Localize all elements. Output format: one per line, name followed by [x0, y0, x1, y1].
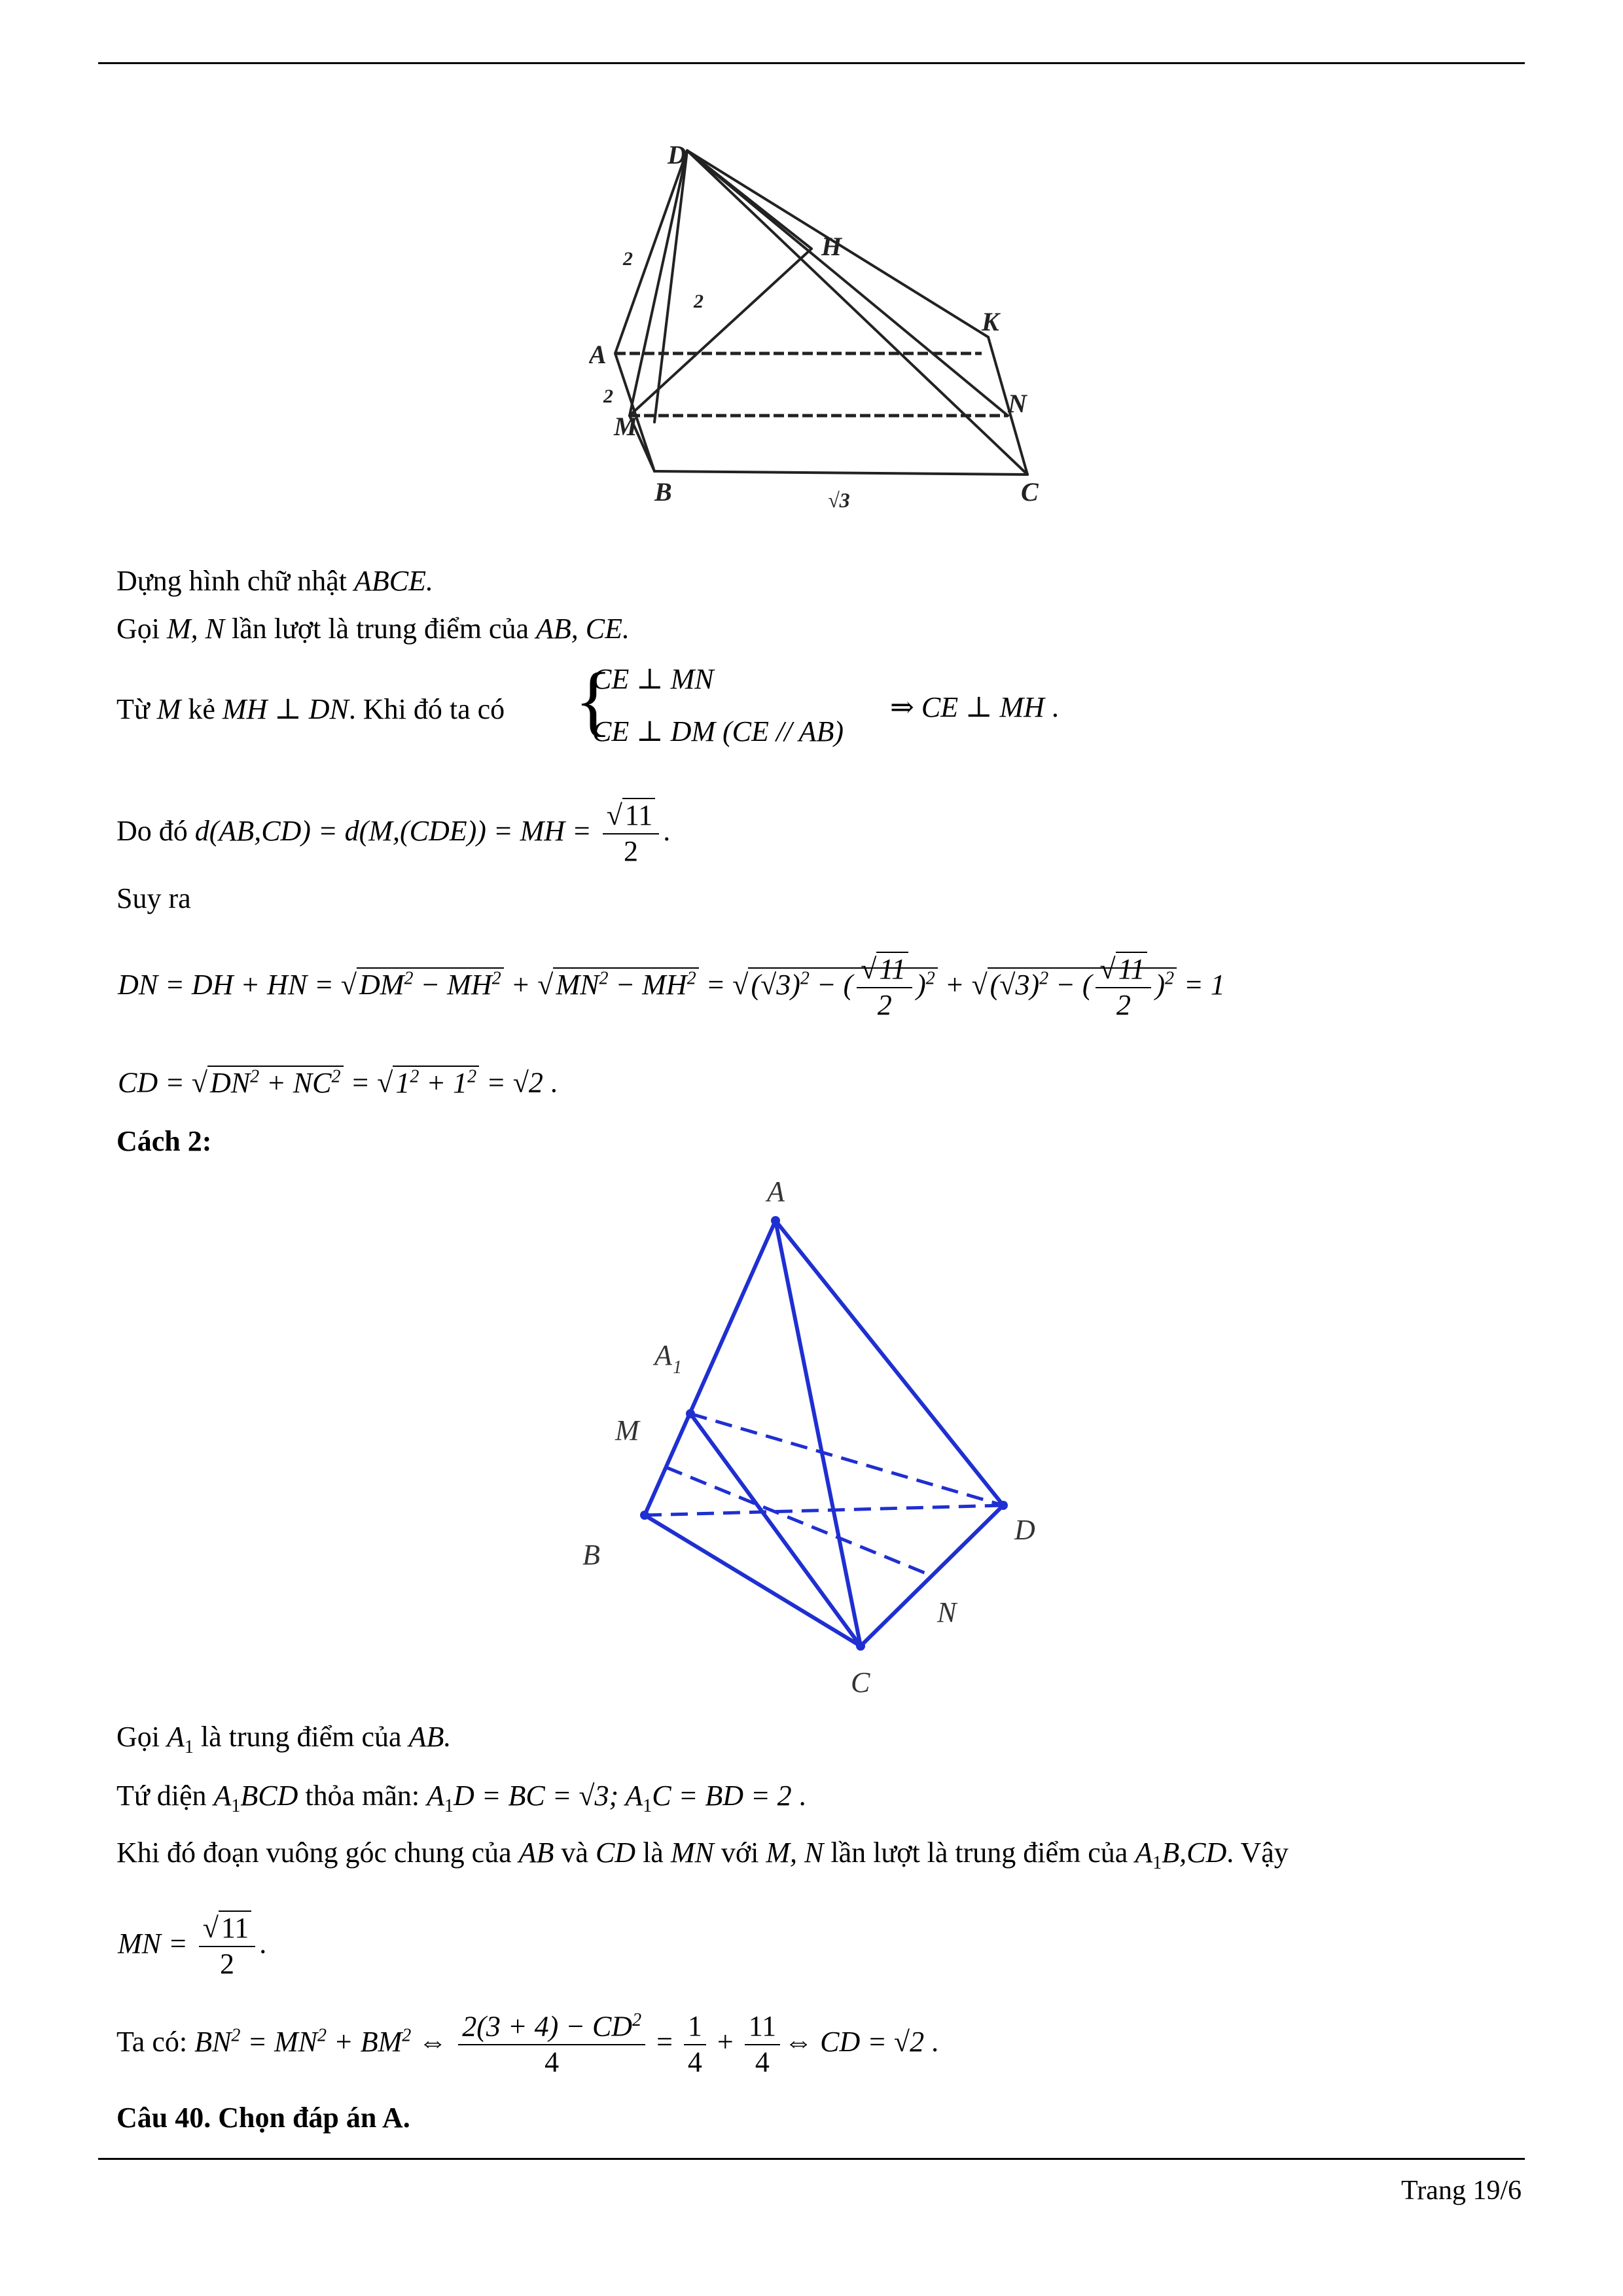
math: (√3) [751, 968, 800, 1001]
math: AB. [408, 1721, 452, 1753]
math: − MH [608, 968, 687, 1001]
math: ⇔ CD = √2 [784, 2026, 925, 2058]
exponent: 2 [402, 2025, 412, 2046]
point-D [999, 1501, 1008, 1510]
fraction-sqrt11-over-2: $\frac{√11}{2}$ [199, 1911, 256, 1982]
label-A1-subscript: 1 [673, 1357, 682, 1378]
subscript: 1 [643, 1795, 652, 1816]
math: B,CD [1162, 1837, 1227, 1869]
exponent: 2 [1039, 968, 1049, 989]
line-distance [116, 798, 670, 869]
math: + NC [259, 1066, 332, 1099]
math: (√3) [990, 968, 1040, 1001]
exponent: 2 [632, 2010, 642, 2030]
denominator: 4 [687, 2046, 702, 2079]
text: Dựng hình chữ nhật [116, 565, 354, 597]
exponent: 2 [599, 968, 609, 989]
fraction-sqrt11-over-2: $\frac{√11}{2}$ [603, 798, 660, 869]
edge-DM [630, 151, 687, 416]
text: lần lượt là trung điểm của [823, 1837, 1135, 1869]
math: MH ⊥ DN [222, 693, 349, 725]
math: A [167, 1721, 185, 1753]
denominator: 4 [755, 2046, 770, 2079]
math: AB [518, 1837, 554, 1869]
math: ABCE. [353, 565, 433, 597]
numerator: 11 [219, 1910, 251, 1944]
edge-BD-dashed [645, 1505, 1003, 1515]
point-A1 [686, 1409, 695, 1418]
line-MN-value [118, 1911, 266, 1982]
text: Từ [116, 693, 157, 725]
text: Gọi [116, 1721, 167, 1753]
numerator: 11 [622, 798, 655, 831]
header-rule [98, 62, 1525, 64]
text: Do đó [116, 814, 195, 847]
math: BN [194, 2026, 232, 2058]
denominator: 4 [544, 2046, 560, 2079]
exponent: 2 [687, 968, 696, 989]
label-N: N [1008, 389, 1027, 418]
text: . [259, 1927, 267, 1960]
math: DN = DH + HN = [118, 968, 341, 1001]
label-K: K [982, 307, 999, 336]
edge-DH [687, 151, 812, 249]
math: A [625, 1780, 643, 1812]
text: . [931, 2026, 939, 2058]
system-result [890, 691, 1059, 725]
math: − MH [413, 968, 492, 1001]
numerator: 2(3 + 4) − CD [462, 2010, 633, 2043]
heading-cach-2: Cách 2: [116, 1125, 212, 1157]
label-A: A [589, 340, 607, 369]
text: Gọi [116, 613, 167, 645]
text: . [550, 1066, 558, 1099]
label-N: N [937, 1596, 957, 1628]
exponent: 2 [317, 2025, 327, 2046]
footer-rule [98, 2158, 1525, 2160]
label-B: B [654, 477, 672, 507]
math: MN [556, 968, 599, 1001]
label-D: D [668, 140, 687, 170]
exponent: 2 [231, 2025, 241, 2046]
segment-MH [630, 249, 812, 416]
label-C: C [851, 1666, 870, 1698]
text: và [554, 1837, 596, 1869]
equation-CD: CD = $√DN^2 + NC^2 = √1^2 + 1^2 = √2$ . [118, 1066, 558, 1099]
point-C [856, 1641, 865, 1651]
math: M [156, 693, 181, 725]
exponent: 2 [491, 968, 501, 989]
math: A [1135, 1837, 1153, 1869]
label-A: A [767, 1175, 785, 1208]
edge-AD [776, 1221, 1003, 1505]
denominator: 2 [1116, 988, 1131, 1021]
subscript: 1 [444, 1795, 454, 1816]
edge-DB [654, 151, 687, 422]
math: BCD [240, 1780, 298, 1812]
edge-AC [776, 1221, 861, 1646]
math: A [213, 1780, 232, 1812]
math: MN = [118, 1927, 188, 1960]
numerator: 11 [1116, 952, 1148, 985]
denominator: 2 [219, 1947, 234, 1980]
text: là [635, 1837, 671, 1869]
math: − [1048, 968, 1082, 1001]
text: Tứ diện [116, 1780, 214, 1812]
exponent: 2 [1165, 968, 1175, 989]
line-suy-ra: Suy ra [116, 882, 191, 914]
system-brace: { [575, 656, 613, 744]
math: ⇔ [411, 2026, 455, 2058]
label-D: D [1014, 1514, 1035, 1546]
exponent: 2 [467, 1066, 477, 1086]
exponent: 2 [331, 1066, 341, 1086]
math: = √2 [479, 1066, 543, 1099]
label-C: C [1021, 477, 1039, 507]
line-A1-midpoint [116, 1720, 451, 1758]
line-perpendicular [116, 692, 505, 727]
answer-line: Câu 40. Chọn đáp án A. [116, 2102, 410, 2134]
fraction-one-quarter [684, 2009, 706, 2080]
math: + BM [327, 2026, 402, 2058]
text: . [798, 1780, 806, 1812]
line-common-perpendicular [116, 1836, 1289, 1874]
math: + [937, 968, 972, 1001]
subscript: 1 [184, 1736, 194, 1757]
math: MN [670, 1837, 714, 1869]
equation-DN: DN = DH + HN = $√DM^2 - MH^2 + √MN^2 - MH^2 = √(√3)^2$ − ( $\frac{√11}{2}$ )$^2 + √(√3)^2$ − ( $\frac{√11}{2}$ )$^2$ = 1 [118, 952, 1225, 1023]
edge-A1C [690, 1414, 861, 1646]
page-number: Trang 19/6 [1401, 2176, 1522, 2206]
label-DA-length: 2 [623, 248, 633, 270]
subscript: 1 [1152, 1852, 1162, 1873]
text: . Vậy [1226, 1837, 1289, 1869]
line-midpoints [116, 612, 630, 647]
math: M, N [766, 1837, 824, 1869]
numerator: 11 [876, 952, 908, 985]
text: lần lượt là trung điểm của [224, 613, 536, 645]
math: = 1 [1184, 968, 1225, 1001]
math: − [809, 968, 844, 1001]
math: = MN [240, 2026, 318, 2058]
text: . [663, 814, 671, 847]
math: = [343, 1066, 378, 1099]
exponent: 2 [925, 968, 935, 989]
system-line-2: CE ⊥ DM (CE // AB) [592, 715, 844, 747]
label-BC-length: √3 [828, 488, 850, 512]
math: CD = [118, 1066, 192, 1099]
label-M: M [615, 1414, 639, 1446]
text: thỏa mãn: [298, 1780, 427, 1812]
text: là trung điểm của [193, 1721, 409, 1753]
math: DM [359, 968, 404, 1001]
point-A [771, 1216, 780, 1225]
text: Khi đó đoạn vuông góc chung của [116, 1837, 519, 1869]
exponent: 2 [410, 1066, 419, 1086]
line-ta-co [116, 2009, 938, 2080]
fraction-eleven-quarters [745, 2009, 780, 2080]
math: CD [595, 1837, 636, 1869]
math: DN [209, 1066, 251, 1099]
figure-tetrahedron [556, 1165, 1067, 1702]
edge-BC [645, 1515, 861, 1646]
text: kẻ [181, 693, 223, 725]
math: C = BD = 2 [652, 1780, 792, 1812]
edge-BC [654, 471, 1027, 475]
text: với [713, 1837, 766, 1869]
line-rectangle [116, 564, 433, 599]
text: Ta có: [116, 2026, 195, 2058]
subscript: 1 [231, 1795, 241, 1816]
math: + [503, 968, 538, 1001]
text: . Khi đó ta có [348, 693, 505, 725]
math: = [649, 2026, 680, 2058]
figure-pyramid-sketch [589, 128, 1060, 514]
math: D = BC = √3; [454, 1780, 626, 1812]
exponent: 2 [404, 968, 414, 989]
label-A1: A [654, 1339, 672, 1371]
numerator: 11 [745, 2009, 780, 2045]
edge-CD [861, 1505, 1003, 1646]
math: + [709, 2026, 741, 2058]
denominator: 2 [877, 988, 892, 1021]
edge-DC [687, 151, 1027, 475]
denominator: 2 [624, 834, 638, 867]
text: . [1051, 691, 1059, 723]
edge-A1D-dashed [690, 1414, 1003, 1505]
math: M, N [167, 613, 224, 645]
edge-DN [687, 151, 1008, 416]
numerator: 1 [684, 2009, 706, 2045]
label-H: H [821, 232, 842, 261]
label-AM-length: 2 [603, 386, 613, 407]
math: AB, CE. [536, 613, 630, 645]
fraction-left [458, 2009, 645, 2080]
exponent: 2 [800, 968, 810, 989]
math: A [427, 1780, 444, 1812]
system-line-1: CE ⊥ MN [592, 663, 714, 695]
line-tetrahedron [116, 1779, 806, 1817]
math: + 1 [419, 1066, 468, 1099]
math: ⇒ CE ⊥ MH [890, 691, 1044, 723]
point-B [640, 1511, 649, 1520]
math: d(AB,CD) = d(M,(CDE)) = MH = [194, 814, 592, 847]
label-DM-length: 2 [694, 291, 704, 312]
math: = [698, 968, 733, 1001]
exponent: 2 [250, 1066, 260, 1086]
label-B: B [582, 1539, 600, 1571]
math: 1 [395, 1066, 410, 1099]
label-M: M [614, 412, 637, 441]
